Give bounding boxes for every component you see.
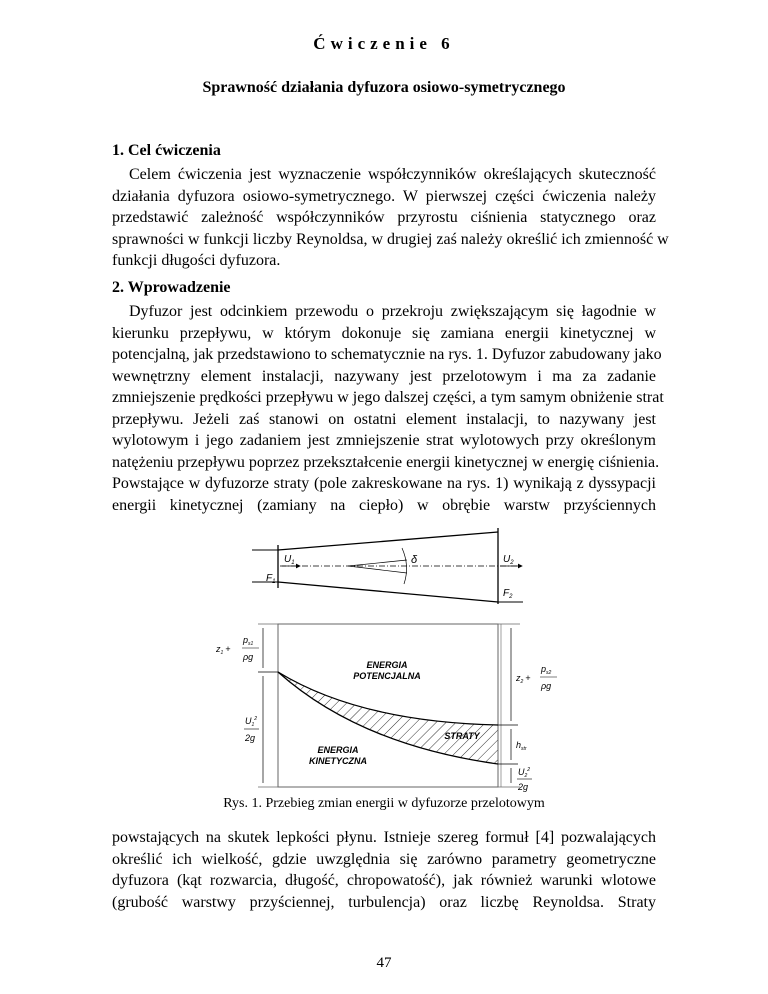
text-line: Celem ćwiczenia jest wyznaczenie współczynników określających skuteczność — [129, 166, 656, 183]
text-line: sprawności w funkcji liczby Reynoldsa, w drugiej zaś należy określić ich zmienność w — [112, 230, 669, 248]
outlet-potential-formula — [515, 664, 557, 691]
text-line: działania dyfuzora osiowo-symetrycznego. W pierwszej części ćwiczenia należy — [112, 187, 656, 205]
svg-text:ρg: ρg — [541, 681, 552, 691]
page-number: 47 — [376, 955, 392, 971]
chapter-subtitle: Sprawność działania dyfuzora osiowo-symetrycznego — [202, 79, 566, 96]
text-line: przepływu. Jeżeli zaś stanowi on ostatni element instalacji, to nazywany jest — [112, 410, 656, 428]
text-line: zmniejszenie prędkości przepływu w jego dalszej części, a tym samym obniżenie strat — [112, 389, 664, 406]
diffuser-energy-figure — [210, 524, 570, 796]
svg-text:ρg: ρg — [243, 652, 254, 662]
svg-text:z2+: $z_2$ + — [516, 673, 531, 685]
potential-energy-label: ENERGIA POTENCJALNA — [353, 660, 421, 681]
paragraph-goal — [112, 164, 669, 272]
svg-text:ps1: $p_{s1}$ — [243, 635, 254, 647]
text-line: natężeniu przepływu poprzez przekształcenie energii kinetycznej w energię ciśnienia. — [112, 453, 660, 471]
svg-text:2g: 2g — [518, 782, 529, 792]
text-line: dyfuzora (kąt rozwarcia, długość, chropowatość), jak również warunki wlotowe — [112, 872, 656, 889]
paragraph-intro — [112, 301, 664, 516]
text-line: wylotowym i jego zadaniem jest zmniejszenie strat wylotowych przy określonym — [112, 432, 656, 449]
text-line: energii kinetycznej (zamiany na ciepło) w obrębie warstw przyściennych — [112, 496, 656, 514]
delta-label: δ — [411, 554, 418, 566]
f2-label: $F_2$ — [503, 588, 513, 600]
text-line: powstających na skutek lepkości płynu. Istnieje szereg formuł [4] pozwalających — [112, 829, 656, 846]
svg-text:ps2: $p_{s2}$ — [541, 664, 552, 676]
text-line: określić ich wielkość, gdzie uwzględnia się zarówno parametry geometryczne — [112, 850, 656, 868]
svg-text:z1+: $z_1$ + — [216, 644, 231, 656]
text-line: przedstawić zależność współczynników przyrostu ciśnienia statycznego oraz — [112, 209, 656, 226]
outlet-kinetic-formula — [517, 767, 532, 792]
text-line: funkcji długości dyfuzora. — [112, 252, 281, 269]
chapter-title: Ćwiczenie 6 — [313, 34, 455, 53]
text-line: potencjalną, jak przedstawiono to schematycznie na rys. 1. Dyfuzor zabudowany jako — [112, 346, 662, 363]
text-line: wewnętrzny element instalacji, nazywany jest przelotowym i ma za zadanie — [112, 367, 656, 385]
svg-text:2g: 2g — [245, 733, 256, 743]
section-heading-intro: 2. Wprowadzenie — [112, 279, 231, 296]
kinetic-energy-label: ENERGIA KINETYCZNA — [309, 745, 367, 766]
losses-height-label: $h_{str}$ — [516, 740, 527, 752]
text-line: kierunku przepływu, w którym dokonuje się zamiana energii kinetycznej w — [112, 324, 656, 342]
diffuser-schematic — [252, 528, 523, 604]
energy-diagram — [258, 624, 520, 787]
paragraph-continuation — [112, 827, 656, 913]
u2-label: $U_2$ — [503, 554, 514, 566]
f1-label: $F_1$ — [266, 573, 276, 585]
u1-label: $U_1$ — [284, 554, 295, 566]
losses-label: STRATY — [444, 731, 480, 741]
figure-caption: Rys. 1. Przebieg zmian energii w dyfuzorze przelotowym — [223, 796, 545, 811]
inlet-kinetic-formula — [244, 716, 259, 743]
svg-text:U22: $U_2^2$ — [518, 767, 531, 779]
text-line: Dyfuzor jest odcinkiem przewodu o przekroju zwiększającym się łagodnie w — [129, 303, 656, 320]
svg-text:U12: $U_1^2$ — [245, 716, 258, 728]
text-line: (grubość warstwy przyściennej, turbulencja) oraz liczbę Reynoldsa. Straty — [112, 893, 656, 911]
section-heading-goal: 1. Cel ćwiczenia — [112, 142, 221, 159]
inlet-potential-formula — [215, 635, 259, 662]
text-line: Powstające w dyfuzorze straty (pole zakreskowane na rys. 1) wynikają z dyssypacji — [112, 475, 656, 492]
